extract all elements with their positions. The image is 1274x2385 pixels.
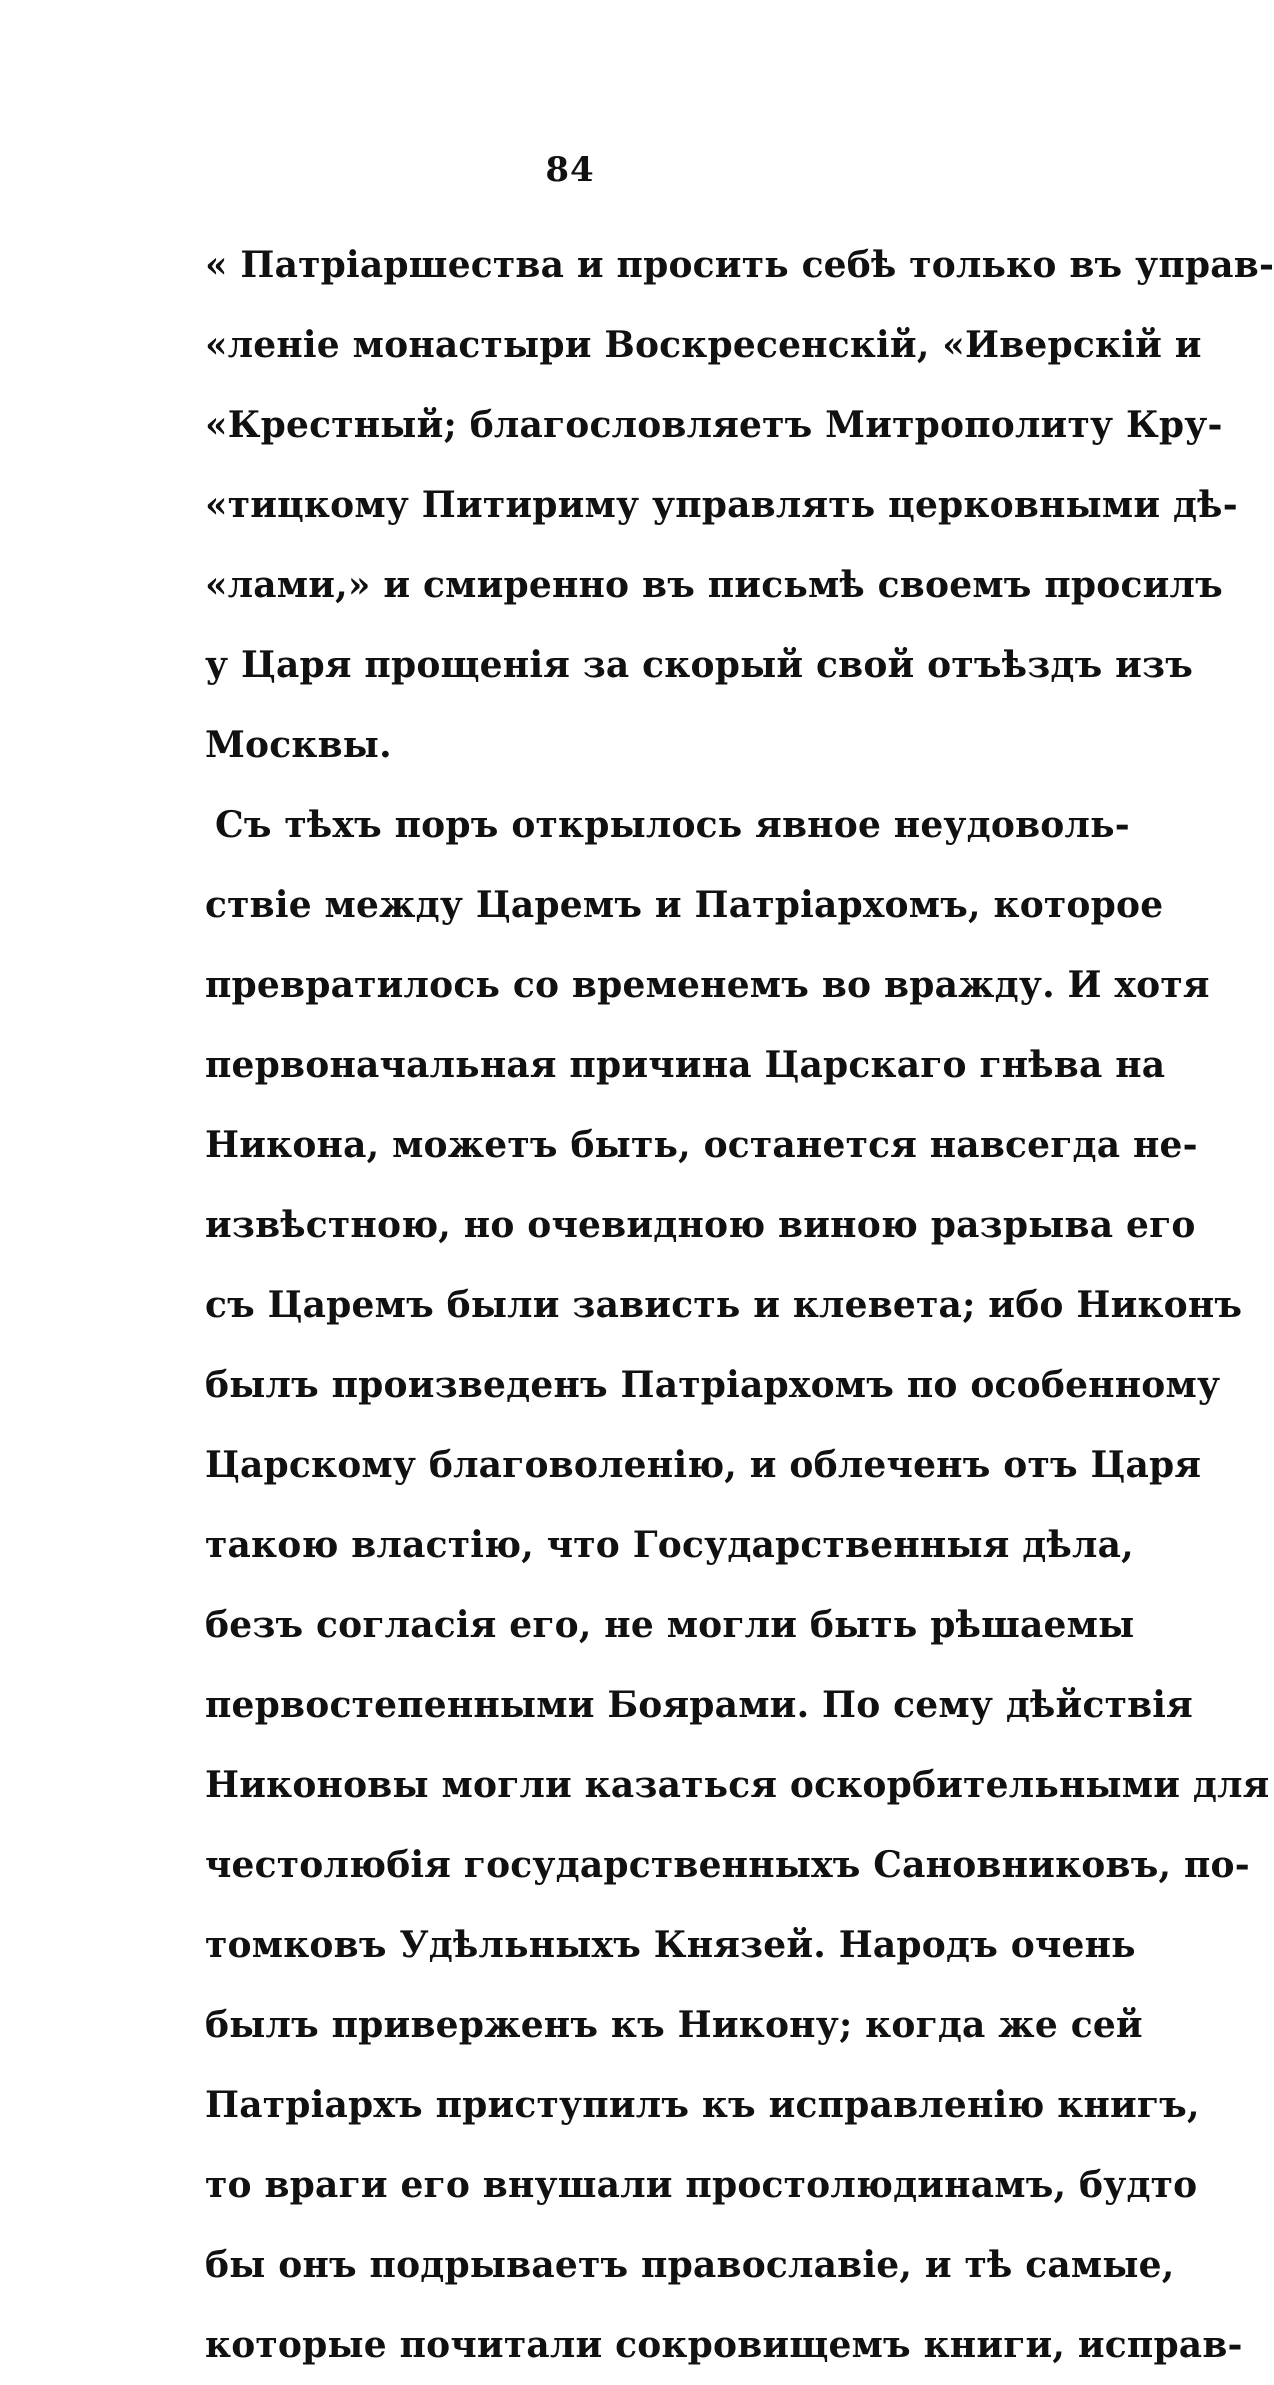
text-line: Москвы. [205,724,392,766]
text-line: Никоновы могли казаться оскорбительными для [205,1764,1270,1806]
text-line: «Крестный; благословляетъ Митрополиту Кру- [205,404,1223,446]
text-line: бы онъ подрываетъ православіе, и тѣ самые, [205,2244,1175,2286]
text-line: « Патріаршества и просить себѣ только въ управ- [205,244,1274,286]
page-number: 84 [545,150,595,190]
text-line: которые почитали сокровищемъ книги, исправ- [205,2324,1243,2366]
text-line: Никона, можетъ быть, останется навсегда не- [205,1124,1198,1166]
text-line: у Царя прощенія за скорый свой отъѣздъ изъ [205,644,1194,686]
text-line: былъ произведенъ Патріархомъ по особенному [205,1364,1221,1406]
text-line: превратилось со временемъ во вражду. И хотя [205,964,1210,1006]
text-line: безъ согласія его, не могли быть рѣшаемы [205,1604,1135,1646]
text-line: былъ приверженъ къ Никону; когда же сей [205,2004,1143,2046]
text-line: Царскому благоволенію, и облеченъ отъ Царя [205,1444,1202,1486]
text-line: первостепенными Боярами. По сему дѣйствія [205,1684,1193,1726]
body-text [205,225,1274,2385]
text-line: то враги его внушали простолюдинамъ, будто [205,2164,1198,2206]
text-line: Патріархъ приступилъ къ исправленію книгъ, [205,2084,1200,2126]
text-line: такою властію, что Государственныя дѣла, [205,1524,1134,1566]
text-line: ствіе между Царемъ и Патріархомъ, которое [205,884,1164,926]
text-line: извѣстною, но очевидною виною разрыва его [205,1204,1196,1246]
text-line: первоначальная причина Царскаго гнѣва на [205,1044,1166,1086]
text-line: честолюбія государственныхъ Сановниковъ, по- [205,1844,1250,1886]
text-line: «тицкому Питириму управлять церковными дѣ- [205,484,1238,526]
paragraph-start-line: Съ тѣхъ поръ открылось явное неудоволь- [215,804,1130,846]
text-line: «лами,» и смиренно въ письмѣ своемъ просилъ [205,564,1223,606]
text-line: «леніе монастыри Воскресенскій, «Иверскій и [205,324,1202,366]
text-line: томковъ Удѣльныхъ Князей. Народъ очень [205,1924,1136,1966]
text-line: съ Царемъ были зависть и клевета; ибо Никонъ [205,1284,1243,1326]
